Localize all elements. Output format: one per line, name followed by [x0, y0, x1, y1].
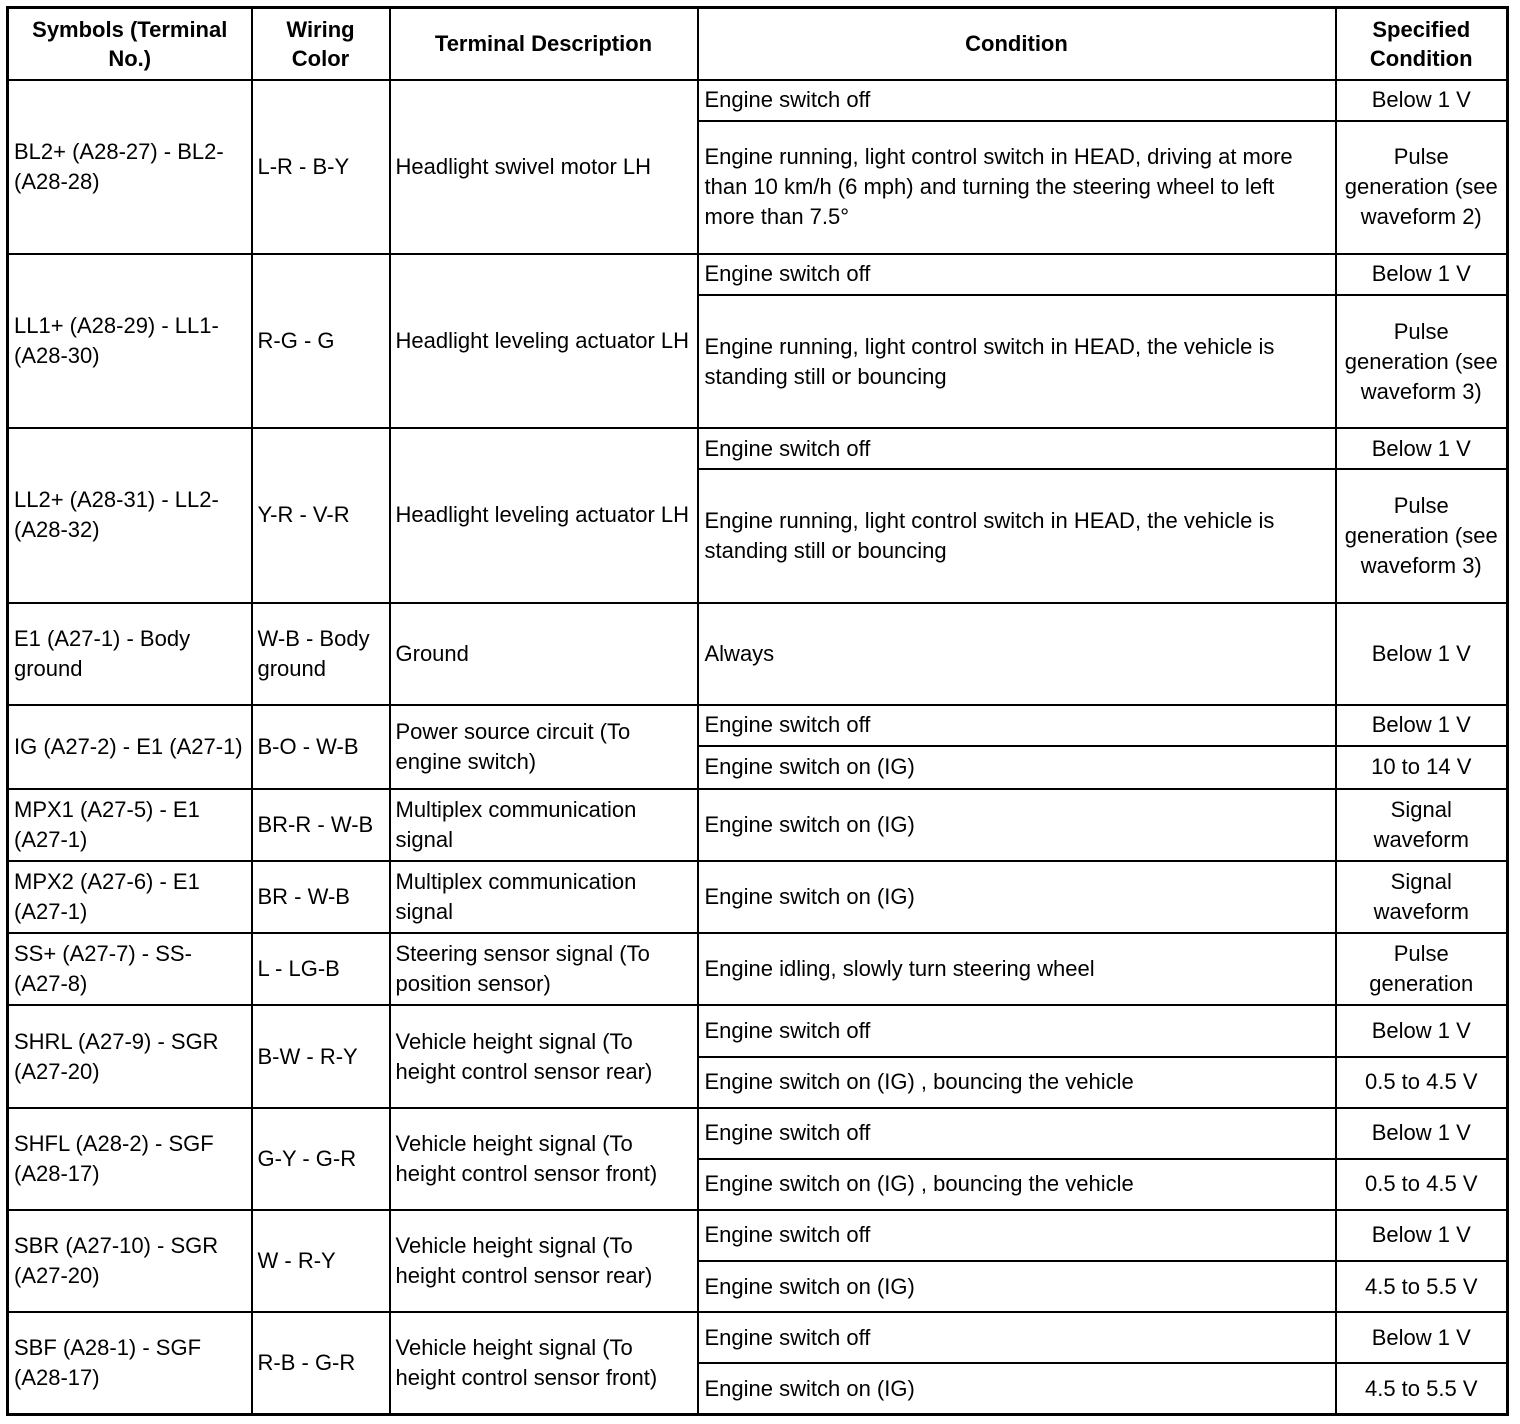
condition-cell: Engine switch on (IG)	[698, 746, 1336, 789]
condition-cell: Engine switch on (IG)	[698, 861, 1336, 933]
symbol-cell: LL1+ (A28-29) - LL1-(A28-30)	[8, 254, 252, 428]
condition-cell: Engine switch on (IG) , bouncing the vehicle	[698, 1159, 1336, 1210]
spec-cell: Below 1 V	[1336, 705, 1508, 746]
spec-cell: 0.5 to 4.5 V	[1336, 1057, 1508, 1108]
spec-cell: Below 1 V	[1336, 1005, 1508, 1056]
spec-cell: 4.5 to 5.5 V	[1336, 1261, 1508, 1312]
spec-cell: Below 1 V	[1336, 1312, 1508, 1363]
spec-cell: 4.5 to 5.5 V	[1336, 1363, 1508, 1414]
wiring-cell: W-B - Body ground	[252, 603, 390, 705]
symbol-cell: LL2+ (A28-31) - LL2-(A28-32)	[8, 428, 252, 602]
wiring-cell: Y-R - V-R	[252, 428, 390, 602]
condition-cell: Engine switch off	[698, 428, 1336, 469]
description-cell: Power source circuit (To engine switch)	[390, 705, 698, 789]
table-row	[8, 933, 1508, 1005]
symbol-cell: SBR (A27-10) - SGR (A27-20)	[8, 1210, 252, 1312]
wiring-cell: L-R - B-Y	[252, 80, 390, 254]
wiring-cell: B-O - W-B	[252, 705, 390, 789]
header-row	[8, 8, 1508, 80]
spec-cell: Below 1 V	[1336, 428, 1508, 469]
table-row	[8, 1210, 1508, 1261]
table-row	[8, 428, 1508, 469]
spec-cell: Below 1 V	[1336, 1108, 1508, 1159]
symbol-cell: MPX1 (A27-5) - E1 (A27-1)	[8, 789, 252, 861]
wiring-cell: B-W - R-Y	[252, 1005, 390, 1107]
symbol-cell: SS+ (A27-7) - SS-(A27-8)	[8, 933, 252, 1005]
symbol-cell: IG (A27-2) - E1 (A27-1)	[8, 705, 252, 789]
condition-cell: Engine switch off	[698, 1210, 1336, 1261]
table-row	[8, 1108, 1508, 1159]
table-row	[8, 1005, 1508, 1056]
spec-cell: Pulse generation (see waveform 3)	[1336, 295, 1508, 428]
header-wiring-color: Wiring Color	[252, 8, 390, 80]
table-row	[8, 1312, 1508, 1363]
table-row	[8, 80, 1508, 121]
description-cell: Steering sensor signal (To position sensor)	[390, 933, 698, 1005]
condition-cell: Engine running, light control switch in HEAD, the vehicle is standing still or bouncing	[698, 295, 1336, 428]
condition-cell: Engine running, light control switch in HEAD, driving at more than 10 km/h (6 mph) and turning the steering wheel to left more than 7.5°	[698, 121, 1336, 254]
spec-cell: 10 to 14 V	[1336, 746, 1508, 789]
condition-cell: Engine idling, slowly turn steering wheel	[698, 933, 1336, 1005]
description-cell: Ground	[390, 603, 698, 705]
spec-cell: Below 1 V	[1336, 254, 1508, 295]
wiring-cell: L - LG-B	[252, 933, 390, 1005]
condition-cell: Engine switch off	[698, 1005, 1336, 1056]
description-cell: Headlight leveling actuator LH	[390, 254, 698, 428]
description-cell: Vehicle height signal (To height control sensor rear)	[390, 1005, 698, 1107]
table-row	[8, 603, 1508, 705]
symbol-cell: SHRL (A27-9) - SGR (A27-20)	[8, 1005, 252, 1107]
spec-cell: Below 1 V	[1336, 603, 1508, 705]
header-symbols: Symbols (Terminal No.)	[8, 8, 252, 80]
symbol-cell: E1 (A27-1) - Body ground	[8, 603, 252, 705]
description-cell: Vehicle height signal (To height control sensor rear)	[390, 1210, 698, 1312]
condition-cell: Engine switch off	[698, 80, 1336, 121]
condition-cell: Engine switch on (IG)	[698, 789, 1336, 861]
wiring-cell: G-Y - G-R	[252, 1108, 390, 1210]
condition-cell: Engine switch on (IG) , bouncing the vehicle	[698, 1057, 1336, 1108]
header-specified-condition: Specified Condition	[1336, 8, 1508, 80]
condition-cell: Engine running, light control switch in HEAD, the vehicle is standing still or bouncing	[698, 469, 1336, 602]
table-row	[8, 254, 1508, 295]
terminal-spec-table	[6, 6, 1509, 1416]
spec-cell: Below 1 V	[1336, 80, 1508, 121]
condition-cell: Engine switch on (IG)	[698, 1261, 1336, 1312]
wiring-cell: BR-R - W-B	[252, 789, 390, 861]
description-cell: Vehicle height signal (To height control sensor front)	[390, 1312, 698, 1414]
symbol-cell: SBF (A28-1) - SGF (A28-17)	[8, 1312, 252, 1414]
condition-cell: Engine switch on (IG)	[698, 1363, 1336, 1414]
condition-cell: Engine switch off	[698, 705, 1336, 746]
spec-cell: 0.5 to 4.5 V	[1336, 1159, 1508, 1210]
spec-cell: Pulse generation (see waveform 2)	[1336, 121, 1508, 254]
wiring-cell: BR - W-B	[252, 861, 390, 933]
table-row	[8, 705, 1508, 746]
description-cell: Vehicle height signal (To height control sensor front)	[390, 1108, 698, 1210]
condition-cell: Engine switch off	[698, 1312, 1336, 1363]
condition-cell: Engine switch off	[698, 1108, 1336, 1159]
symbol-cell: BL2+ (A28-27) - BL2-(A28-28)	[8, 80, 252, 254]
spec-cell: Pulse generation	[1336, 933, 1508, 1005]
description-cell: Headlight swivel motor LH	[390, 80, 698, 254]
spec-cell: Signal waveform	[1336, 861, 1508, 933]
description-cell: Multiplex communication signal	[390, 789, 698, 861]
symbol-cell: SHFL (A28-2) - SGF (A28-17)	[8, 1108, 252, 1210]
wiring-cell: R-B - G-R	[252, 1312, 390, 1414]
header-condition: Condition	[698, 8, 1336, 80]
symbol-cell: MPX2 (A27-6) - E1 (A27-1)	[8, 861, 252, 933]
condition-cell: Engine switch off	[698, 254, 1336, 295]
header-terminal-description: Terminal Description	[390, 8, 698, 80]
wiring-cell: R-G - G	[252, 254, 390, 428]
description-cell: Multiplex communication signal	[390, 861, 698, 933]
description-cell: Headlight leveling actuator LH	[390, 428, 698, 602]
spec-cell: Signal waveform	[1336, 789, 1508, 861]
condition-cell: Always	[698, 603, 1336, 705]
table-row	[8, 861, 1508, 933]
spec-cell: Pulse generation (see waveform 3)	[1336, 469, 1508, 602]
spec-cell: Below 1 V	[1336, 1210, 1508, 1261]
table-row	[8, 789, 1508, 861]
wiring-cell: W - R-Y	[252, 1210, 390, 1312]
